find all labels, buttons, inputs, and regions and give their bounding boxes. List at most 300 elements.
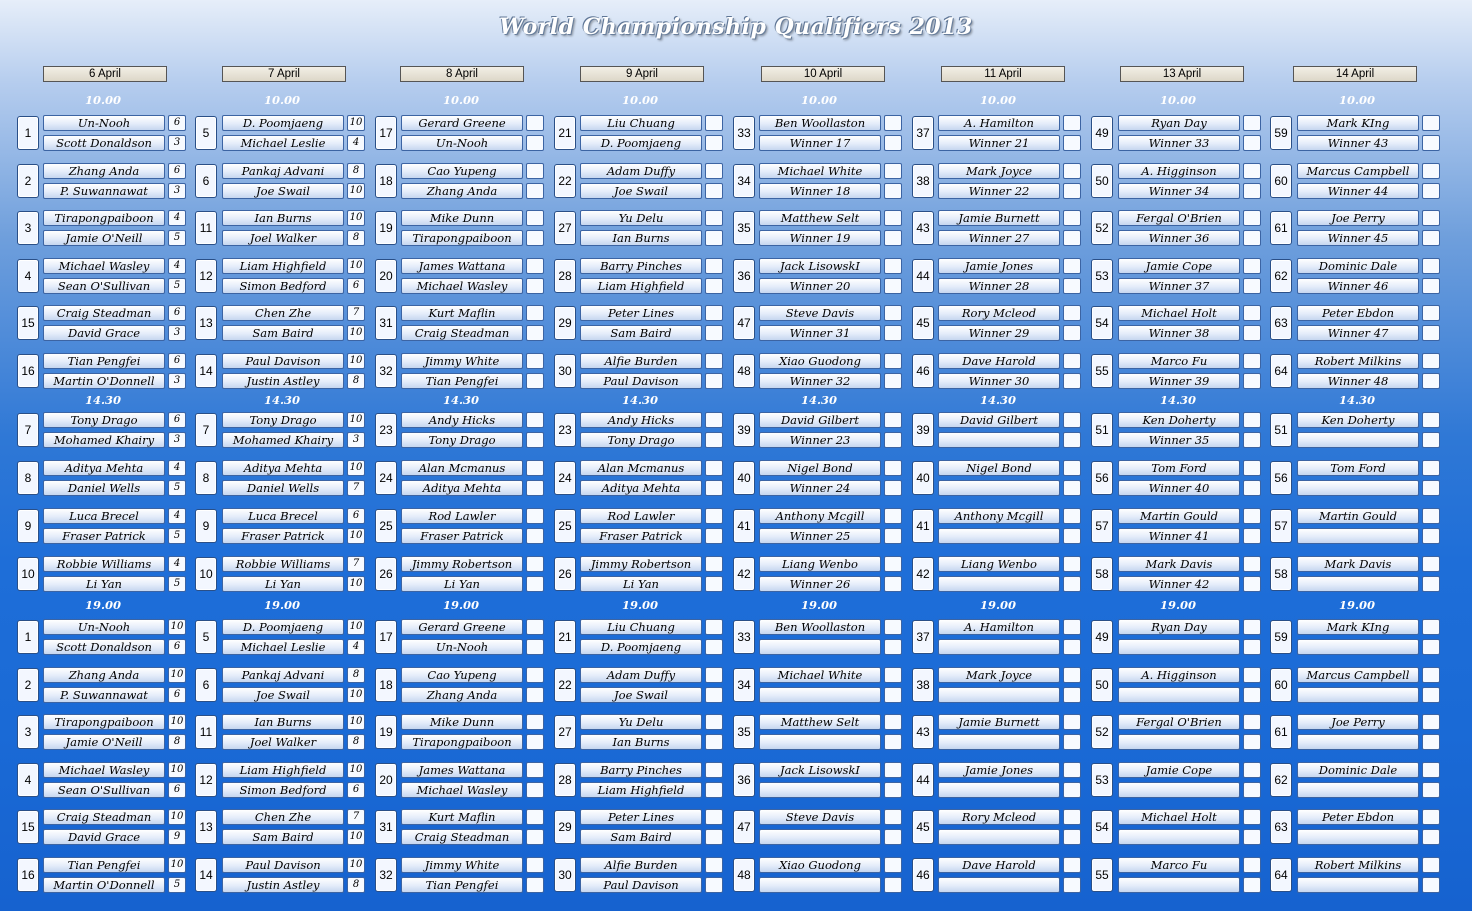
- player-2-name[interactable]: Winner 48: [1297, 373, 1419, 389]
- player-1-score[interactable]: [1243, 258, 1261, 274]
- player-2-score[interactable]: 9: [168, 829, 186, 845]
- player-1-name[interactable]: Cao Yupeng: [401, 163, 523, 179]
- player-2-name[interactable]: Winner 18: [759, 183, 881, 199]
- player-2-score[interactable]: [1243, 877, 1261, 893]
- player-1-score[interactable]: [705, 163, 723, 179]
- player-2-name[interactable]: Tian Pengfei: [401, 877, 523, 893]
- player-1-name[interactable]: Mike Dunn: [401, 714, 523, 730]
- player-2-name[interactable]: D. Poomjaeng: [580, 639, 702, 655]
- player-1-name[interactable]: Aditya Mehta: [222, 460, 344, 476]
- player-2-score[interactable]: [705, 639, 723, 655]
- player-2-name[interactable]: Tian Pengfei: [401, 373, 523, 389]
- player-2-name[interactable]: Sam Baird: [222, 829, 344, 845]
- player-2-score[interactable]: [884, 135, 902, 151]
- player-1-score[interactable]: [526, 809, 544, 825]
- player-2-score[interactable]: [1243, 829, 1261, 845]
- player-2-name[interactable]: Michael Leslie: [222, 639, 344, 655]
- player-2-name[interactable]: [1118, 877, 1240, 893]
- player-1-score[interactable]: [884, 809, 902, 825]
- player-2-score[interactable]: [1422, 734, 1440, 750]
- player-1-name[interactable]: Liu Chuang: [580, 115, 702, 131]
- player-2-name[interactable]: Winner 33: [1118, 135, 1240, 151]
- player-2-name[interactable]: Winner 35: [1118, 432, 1240, 448]
- player-1-name[interactable]: D. Poomjaeng: [222, 619, 344, 635]
- player-1-score[interactable]: [705, 556, 723, 572]
- player-2-score[interactable]: [1422, 480, 1440, 496]
- player-2-name[interactable]: [1118, 639, 1240, 655]
- player-2-score[interactable]: [705, 278, 723, 294]
- player-1-score[interactable]: [705, 210, 723, 226]
- player-1-name[interactable]: Luca Brecel: [222, 508, 344, 524]
- player-2-name[interactable]: Tirapongpaiboon: [401, 230, 523, 246]
- player-2-name[interactable]: David Grace: [43, 829, 165, 845]
- player-2-score[interactable]: [1063, 576, 1081, 592]
- player-1-score[interactable]: [1243, 163, 1261, 179]
- player-1-name[interactable]: Steve Davis: [759, 809, 881, 825]
- player-2-name[interactable]: Martin O'Donnell: [43, 877, 165, 893]
- player-2-name[interactable]: Michael Leslie: [222, 135, 344, 151]
- player-2-name[interactable]: [938, 528, 1060, 544]
- player-2-name[interactable]: Joel Walker: [222, 734, 344, 750]
- player-2-score[interactable]: 3: [347, 432, 365, 448]
- player-2-name[interactable]: Joe Swail: [222, 183, 344, 199]
- player-2-name[interactable]: Tirapongpaiboon: [401, 734, 523, 750]
- player-2-score[interactable]: [705, 432, 723, 448]
- player-1-name[interactable]: Liang Wenbo: [938, 556, 1060, 572]
- player-2-score[interactable]: [1422, 829, 1440, 845]
- player-2-name[interactable]: [938, 576, 1060, 592]
- player-2-score[interactable]: 10: [347, 829, 365, 845]
- player-2-score[interactable]: [1422, 135, 1440, 151]
- player-2-score[interactable]: 5: [168, 528, 186, 544]
- player-2-name[interactable]: Liam Highfield: [580, 278, 702, 294]
- player-1-name[interactable]: Dave Harold: [938, 857, 1060, 873]
- player-1-name[interactable]: Gerard Greene: [401, 619, 523, 635]
- player-2-score[interactable]: 5: [168, 230, 186, 246]
- player-1-name[interactable]: Nigel Bond: [759, 460, 881, 476]
- player-1-name[interactable]: Robert Milkins: [1297, 353, 1419, 369]
- player-1-name[interactable]: A. Hamilton: [938, 619, 1060, 635]
- player-1-score[interactable]: 4: [168, 508, 186, 524]
- player-2-name[interactable]: [1118, 734, 1240, 750]
- player-2-score[interactable]: [1063, 829, 1081, 845]
- player-1-name[interactable]: James Wattana: [401, 762, 523, 778]
- player-2-name[interactable]: Fraser Patrick: [222, 528, 344, 544]
- player-2-score[interactable]: [705, 325, 723, 341]
- player-2-name[interactable]: Winner 47: [1297, 325, 1419, 341]
- player-1-score[interactable]: 4: [168, 258, 186, 274]
- player-1-score[interactable]: 10: [168, 857, 186, 873]
- player-2-name[interactable]: Winner 36: [1118, 230, 1240, 246]
- player-2-score[interactable]: 10: [347, 325, 365, 341]
- player-1-name[interactable]: Jamie Jones: [938, 258, 1060, 274]
- player-2-name[interactable]: [1118, 687, 1240, 703]
- player-1-score[interactable]: 8: [347, 163, 365, 179]
- player-2-score[interactable]: [1063, 325, 1081, 341]
- player-1-name[interactable]: Un-Nooh: [43, 115, 165, 131]
- player-2-score[interactable]: [1063, 373, 1081, 389]
- player-1-name[interactable]: Anthony Mcgill: [938, 508, 1060, 524]
- player-1-score[interactable]: [1422, 556, 1440, 572]
- player-2-score[interactable]: 6: [168, 782, 186, 798]
- player-1-name[interactable]: Rory Mcleod: [938, 809, 1060, 825]
- player-1-score[interactable]: [884, 619, 902, 635]
- player-1-name[interactable]: Dominic Dale: [1297, 258, 1419, 274]
- player-1-name[interactable]: Jack LisowskI: [759, 762, 881, 778]
- player-2-score[interactable]: 5: [168, 278, 186, 294]
- player-2-score[interactable]: [526, 135, 544, 151]
- player-2-score[interactable]: [526, 278, 544, 294]
- player-1-name[interactable]: Ken Doherty: [1118, 412, 1240, 428]
- player-1-score[interactable]: [526, 667, 544, 683]
- player-2-name[interactable]: Li Yan: [222, 576, 344, 592]
- player-2-score[interactable]: [884, 325, 902, 341]
- player-2-name[interactable]: Zhang Anda: [401, 687, 523, 703]
- player-2-score[interactable]: [526, 734, 544, 750]
- player-1-score[interactable]: [1422, 762, 1440, 778]
- player-1-name[interactable]: Jimmy Robertson: [401, 556, 523, 572]
- player-2-score[interactable]: [705, 782, 723, 798]
- player-1-score[interactable]: [1422, 353, 1440, 369]
- player-2-name[interactable]: Mohamed Khairy: [222, 432, 344, 448]
- player-1-name[interactable]: Jamie Burnett: [938, 714, 1060, 730]
- player-1-name[interactable]: A. Higginson: [1118, 667, 1240, 683]
- player-1-name[interactable]: Tirapongpaiboon: [43, 714, 165, 730]
- player-2-score[interactable]: [1243, 576, 1261, 592]
- player-2-score[interactable]: 6: [168, 687, 186, 703]
- player-2-score[interactable]: 8: [347, 373, 365, 389]
- player-1-name[interactable]: Un-Nooh: [43, 619, 165, 635]
- player-2-score[interactable]: 10: [347, 687, 365, 703]
- player-2-score[interactable]: [705, 480, 723, 496]
- player-2-name[interactable]: Winner 23: [759, 432, 881, 448]
- player-2-score[interactable]: [884, 278, 902, 294]
- player-1-score[interactable]: 8: [347, 667, 365, 683]
- player-1-name[interactable]: Xiao Guodong: [759, 857, 881, 873]
- player-2-name[interactable]: Winner 17: [759, 135, 881, 151]
- player-1-score[interactable]: [526, 353, 544, 369]
- player-1-score[interactable]: 6: [168, 412, 186, 428]
- player-1-name[interactable]: Tirapongpaiboon: [43, 210, 165, 226]
- player-1-name[interactable]: Mark KIng: [1297, 115, 1419, 131]
- player-1-score[interactable]: 10: [168, 809, 186, 825]
- player-2-name[interactable]: [1297, 480, 1419, 496]
- player-1-name[interactable]: Ryan Day: [1118, 619, 1240, 635]
- player-2-name[interactable]: Simon Bedford: [222, 278, 344, 294]
- player-1-name[interactable]: Joe Perry: [1297, 210, 1419, 226]
- player-2-name[interactable]: Paul Davison: [580, 373, 702, 389]
- player-1-name[interactable]: David Gilbert: [938, 412, 1060, 428]
- player-2-score[interactable]: [884, 480, 902, 496]
- player-1-score[interactable]: 10: [347, 714, 365, 730]
- player-2-name[interactable]: Justin Astley: [222, 373, 344, 389]
- player-1-name[interactable]: Mark KIng: [1297, 619, 1419, 635]
- player-2-score[interactable]: [1063, 183, 1081, 199]
- player-1-name[interactable]: Jimmy White: [401, 857, 523, 873]
- player-1-name[interactable]: Peter Lines: [580, 305, 702, 321]
- player-1-name[interactable]: Marcus Campbell: [1297, 163, 1419, 179]
- player-2-score[interactable]: [526, 576, 544, 592]
- player-2-score[interactable]: [1422, 687, 1440, 703]
- player-2-name[interactable]: Craig Steadman: [401, 325, 523, 341]
- player-1-name[interactable]: Alan Mcmanus: [580, 460, 702, 476]
- player-2-name[interactable]: Li Yan: [43, 576, 165, 592]
- player-1-score[interactable]: [884, 714, 902, 730]
- player-1-score[interactable]: [884, 460, 902, 476]
- player-2-score[interactable]: [1243, 528, 1261, 544]
- player-2-score[interactable]: [884, 373, 902, 389]
- player-2-score[interactable]: [884, 183, 902, 199]
- player-1-name[interactable]: Paul Davison: [222, 857, 344, 873]
- player-1-name[interactable]: Joe Perry: [1297, 714, 1419, 730]
- player-2-score[interactable]: [1063, 480, 1081, 496]
- player-1-score[interactable]: [1063, 305, 1081, 321]
- player-2-name[interactable]: [1297, 782, 1419, 798]
- player-2-name[interactable]: [938, 687, 1060, 703]
- player-1-name[interactable]: Jamie Burnett: [938, 210, 1060, 226]
- player-1-score[interactable]: [705, 115, 723, 131]
- player-1-name[interactable]: Michael Wasley: [43, 258, 165, 274]
- player-1-score[interactable]: [1063, 163, 1081, 179]
- player-2-score[interactable]: [1422, 183, 1440, 199]
- player-2-name[interactable]: [938, 639, 1060, 655]
- player-1-name[interactable]: D. Poomjaeng: [222, 115, 344, 131]
- player-2-name[interactable]: Winner 28: [938, 278, 1060, 294]
- player-2-name[interactable]: Winner 38: [1118, 325, 1240, 341]
- player-2-name[interactable]: Winner 25: [759, 528, 881, 544]
- player-1-name[interactable]: Kurt Maflin: [401, 305, 523, 321]
- player-1-name[interactable]: Robbie Williams: [222, 556, 344, 572]
- player-1-score[interactable]: [884, 412, 902, 428]
- player-1-score[interactable]: [884, 667, 902, 683]
- player-2-name[interactable]: Li Yan: [401, 576, 523, 592]
- player-1-name[interactable]: Tian Pengfei: [43, 353, 165, 369]
- player-1-score[interactable]: [705, 619, 723, 635]
- player-2-score[interactable]: [526, 432, 544, 448]
- player-2-score[interactable]: 6: [168, 639, 186, 655]
- player-2-name[interactable]: Winner 31: [759, 325, 881, 341]
- player-1-name[interactable]: Tom Ford: [1297, 460, 1419, 476]
- player-2-score[interactable]: [1422, 373, 1440, 389]
- player-1-score[interactable]: [1063, 857, 1081, 873]
- player-1-score[interactable]: [1063, 619, 1081, 635]
- player-2-score[interactable]: 8: [347, 230, 365, 246]
- player-2-score[interactable]: [1063, 687, 1081, 703]
- player-2-name[interactable]: Mohamed Khairy: [43, 432, 165, 448]
- player-2-name[interactable]: Winner 19: [759, 230, 881, 246]
- player-1-score[interactable]: [705, 258, 723, 274]
- player-2-name[interactable]: Un-Nooh: [401, 639, 523, 655]
- player-2-name[interactable]: Li Yan: [580, 576, 702, 592]
- player-2-name[interactable]: [759, 782, 881, 798]
- player-2-score[interactable]: 10: [347, 183, 365, 199]
- player-1-score[interactable]: [1063, 115, 1081, 131]
- player-2-name[interactable]: [1297, 734, 1419, 750]
- player-2-name[interactable]: [1297, 576, 1419, 592]
- player-2-name[interactable]: Fraser Patrick: [43, 528, 165, 544]
- player-1-name[interactable]: Barry Pinches: [580, 258, 702, 274]
- player-2-name[interactable]: [1297, 829, 1419, 845]
- player-1-score[interactable]: [1243, 210, 1261, 226]
- player-2-name[interactable]: Liam Highfield: [580, 782, 702, 798]
- player-1-name[interactable]: Michael Holt: [1118, 305, 1240, 321]
- player-2-name[interactable]: [1297, 432, 1419, 448]
- player-2-name[interactable]: Winner 44: [1297, 183, 1419, 199]
- player-2-score[interactable]: 3: [168, 183, 186, 199]
- player-1-score[interactable]: 6: [347, 508, 365, 524]
- player-2-name[interactable]: [759, 829, 881, 845]
- player-1-name[interactable]: Ben Woollaston: [759, 115, 881, 131]
- player-2-score[interactable]: 8: [168, 734, 186, 750]
- player-1-score[interactable]: [705, 460, 723, 476]
- player-2-score[interactable]: [705, 373, 723, 389]
- player-1-score[interactable]: [1422, 619, 1440, 635]
- player-2-name[interactable]: Winner 29: [938, 325, 1060, 341]
- player-1-score[interactable]: [526, 305, 544, 321]
- player-1-name[interactable]: Peter Ebdon: [1297, 305, 1419, 321]
- player-1-name[interactable]: Barry Pinches: [580, 762, 702, 778]
- player-2-score[interactable]: 3: [168, 135, 186, 151]
- player-2-score[interactable]: [526, 782, 544, 798]
- player-1-name[interactable]: Mark Davis: [1297, 556, 1419, 572]
- player-2-name[interactable]: Joe Swail: [222, 687, 344, 703]
- player-2-score[interactable]: [1243, 373, 1261, 389]
- player-1-score[interactable]: 10: [347, 857, 365, 873]
- player-2-name[interactable]: Winner 30: [938, 373, 1060, 389]
- player-2-name[interactable]: Winner 32: [759, 373, 881, 389]
- player-1-score[interactable]: [526, 258, 544, 274]
- player-2-score[interactable]: [526, 829, 544, 845]
- player-1-score[interactable]: 7: [347, 305, 365, 321]
- player-1-name[interactable]: Peter Ebdon: [1297, 809, 1419, 825]
- player-1-score[interactable]: [1243, 619, 1261, 635]
- player-2-name[interactable]: [759, 734, 881, 750]
- player-2-name[interactable]: Simon Bedford: [222, 782, 344, 798]
- player-1-score[interactable]: 6: [168, 115, 186, 131]
- player-2-name[interactable]: Joel Walker: [222, 230, 344, 246]
- player-2-name[interactable]: Winner 40: [1118, 480, 1240, 496]
- player-2-score[interactable]: 6: [347, 278, 365, 294]
- player-1-score[interactable]: [1243, 353, 1261, 369]
- player-2-score[interactable]: [705, 687, 723, 703]
- player-2-name[interactable]: Sam Baird: [580, 325, 702, 341]
- player-1-score[interactable]: [1243, 460, 1261, 476]
- player-2-name[interactable]: [759, 639, 881, 655]
- player-1-name[interactable]: Zhang Anda: [43, 667, 165, 683]
- player-1-score[interactable]: 4: [168, 556, 186, 572]
- player-2-score[interactable]: [526, 183, 544, 199]
- player-2-name[interactable]: Sean O'Sullivan: [43, 782, 165, 798]
- player-1-score[interactable]: [884, 508, 902, 524]
- player-1-name[interactable]: Marcus Campbell: [1297, 667, 1419, 683]
- player-2-score[interactable]: [1063, 278, 1081, 294]
- player-1-name[interactable]: Mark Joyce: [938, 163, 1060, 179]
- player-1-name[interactable]: Michael Holt: [1118, 809, 1240, 825]
- player-2-name[interactable]: Winner 21: [938, 135, 1060, 151]
- player-2-name[interactable]: Sam Baird: [580, 829, 702, 845]
- player-1-score[interactable]: [526, 210, 544, 226]
- player-2-score[interactable]: [705, 230, 723, 246]
- player-2-score[interactable]: [526, 528, 544, 544]
- player-1-name[interactable]: Rory Mcleod: [938, 305, 1060, 321]
- player-1-score[interactable]: 10: [168, 667, 186, 683]
- player-1-score[interactable]: 6: [168, 305, 186, 321]
- player-1-name[interactable]: Dominic Dale: [1297, 762, 1419, 778]
- player-2-name[interactable]: Scott Donaldson: [43, 639, 165, 655]
- player-1-score[interactable]: 4: [168, 460, 186, 476]
- player-1-name[interactable]: Jamie Jones: [938, 762, 1060, 778]
- player-1-score[interactable]: 7: [347, 556, 365, 572]
- player-1-score[interactable]: [1422, 412, 1440, 428]
- player-1-score[interactable]: 10: [168, 762, 186, 778]
- player-2-score[interactable]: [1063, 782, 1081, 798]
- player-1-name[interactable]: Alfie Burden: [580, 353, 702, 369]
- player-2-score[interactable]: [1243, 480, 1261, 496]
- player-1-name[interactable]: Nigel Bond: [938, 460, 1060, 476]
- player-1-name[interactable]: Fergal O'Brien: [1118, 714, 1240, 730]
- player-1-name[interactable]: Chen Zhe: [222, 809, 344, 825]
- player-1-name[interactable]: Anthony Mcgill: [759, 508, 881, 524]
- player-1-name[interactable]: Liam Highfield: [222, 258, 344, 274]
- player-2-name[interactable]: Winner 45: [1297, 230, 1419, 246]
- player-1-score[interactable]: [884, 762, 902, 778]
- player-1-name[interactable]: Zhang Anda: [43, 163, 165, 179]
- player-1-score[interactable]: [884, 857, 902, 873]
- player-1-name[interactable]: Tony Drago: [43, 412, 165, 428]
- player-2-name[interactable]: P. Suwannawat: [43, 687, 165, 703]
- player-1-score[interactable]: [1063, 714, 1081, 730]
- player-2-name[interactable]: Winner 27: [938, 230, 1060, 246]
- player-2-score[interactable]: [526, 687, 544, 703]
- player-1-score[interactable]: [705, 809, 723, 825]
- player-1-name[interactable]: Adam Duffy: [580, 163, 702, 179]
- player-2-score[interactable]: [1422, 278, 1440, 294]
- player-2-score[interactable]: [526, 230, 544, 246]
- player-1-name[interactable]: Andy Hicks: [401, 412, 523, 428]
- player-1-name[interactable]: Jack LisowskI: [759, 258, 881, 274]
- player-1-name[interactable]: Cao Yupeng: [401, 667, 523, 683]
- player-2-score[interactable]: [1243, 183, 1261, 199]
- player-1-name[interactable]: Yu Delu: [580, 714, 702, 730]
- player-2-name[interactable]: Sean O'Sullivan: [43, 278, 165, 294]
- player-1-score[interactable]: [1243, 556, 1261, 572]
- player-2-name[interactable]: Aditya Mehta: [401, 480, 523, 496]
- player-2-name[interactable]: Un-Nooh: [401, 135, 523, 151]
- player-2-name[interactable]: Sam Baird: [222, 325, 344, 341]
- player-1-score[interactable]: 10: [347, 460, 365, 476]
- player-1-name[interactable]: Mike Dunn: [401, 210, 523, 226]
- player-2-name[interactable]: Winner 39: [1118, 373, 1240, 389]
- player-2-score[interactable]: [705, 877, 723, 893]
- player-2-name[interactable]: Winner 37: [1118, 278, 1240, 294]
- player-2-name[interactable]: [938, 432, 1060, 448]
- player-1-name[interactable]: Xiao Guodong: [759, 353, 881, 369]
- player-2-score[interactable]: 10: [347, 576, 365, 592]
- player-1-score[interactable]: 10: [168, 714, 186, 730]
- player-2-score[interactable]: [884, 230, 902, 246]
- player-2-name[interactable]: [759, 877, 881, 893]
- player-1-name[interactable]: Craig Steadman: [43, 305, 165, 321]
- player-1-score[interactable]: [1243, 508, 1261, 524]
- player-2-score[interactable]: [1243, 278, 1261, 294]
- player-1-score[interactable]: [884, 258, 902, 274]
- player-1-score[interactable]: [884, 305, 902, 321]
- player-1-score[interactable]: [1243, 809, 1261, 825]
- player-1-name[interactable]: Marco Fu: [1118, 353, 1240, 369]
- player-1-score[interactable]: [1243, 305, 1261, 321]
- player-1-score[interactable]: 10: [347, 115, 365, 131]
- player-2-name[interactable]: Martin O'Donnell: [43, 373, 165, 389]
